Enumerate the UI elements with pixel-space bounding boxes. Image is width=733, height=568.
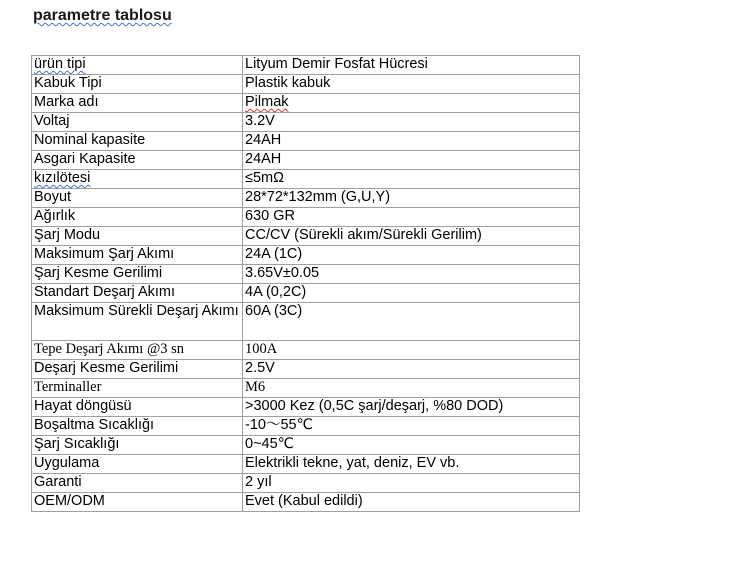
table-row: [32, 455, 580, 474]
table-row: [32, 265, 580, 284]
param-value: 24A (1C): [243, 246, 580, 265]
param-label: Şarj Modu: [32, 227, 243, 246]
param-label: Kabuk Tipi: [32, 75, 243, 94]
param-label: Voltaj: [32, 113, 243, 132]
table-row: [32, 208, 580, 227]
param-value: 3.65V±0.05: [243, 265, 580, 284]
param-value: 24AH: [243, 151, 580, 170]
param-value-text: Pilmak: [245, 94, 289, 110]
table-row: [32, 56, 580, 75]
param-value: CC/CV (Sürekli akım/Sürekli Gerilim): [243, 227, 580, 246]
param-label: Terminaller: [32, 379, 243, 398]
param-value: >3000 Kez (0,5C şarj/deşarj, %80 DOD): [243, 398, 580, 417]
table-row: [32, 493, 580, 512]
table-row: [32, 189, 580, 208]
table-row: [32, 151, 580, 170]
table-row: [32, 227, 580, 246]
table-row: [32, 436, 580, 455]
param-value: 60A (3C): [243, 303, 580, 341]
table-row: [32, 417, 580, 436]
table-row: [32, 284, 580, 303]
param-value: -10〜55℃: [243, 417, 580, 436]
param-label: [32, 56, 243, 75]
param-value: M6: [243, 379, 580, 398]
param-value: 630 GR: [243, 208, 580, 227]
param-value: 2 yıl: [243, 474, 580, 493]
page-title-text: parametre tablosu: [33, 7, 172, 24]
param-value: 2.5V: [243, 360, 580, 379]
table-row: [32, 379, 580, 398]
param-label: Asgari Kapasite: [32, 151, 243, 170]
param-label: Şarj Sıcaklığı: [32, 436, 243, 455]
param-value: [243, 94, 580, 113]
param-value: Lityum Demir Fosfat Hücresi: [243, 56, 580, 75]
param-value: 4A (0,2C): [243, 284, 580, 303]
table-row: [32, 246, 580, 265]
table-row: [32, 360, 580, 379]
page-title: [33, 6, 172, 26]
table-row: [32, 75, 580, 94]
param-label: Hayat döngüsü: [32, 398, 243, 417]
param-value: Plastik kabuk: [243, 75, 580, 94]
table-row: [32, 303, 580, 341]
param-label: Garanti: [32, 474, 243, 493]
param-label: Marka adı: [32, 94, 243, 113]
param-value: 28*72*132mm (G,U,Y): [243, 189, 580, 208]
param-label: Şarj Kesme Gerilimi: [32, 265, 243, 284]
param-label: Ağırlık: [32, 208, 243, 227]
param-value: 0~45℃: [243, 436, 580, 455]
param-label: Tepe Deşarj Akımı @3 sn: [32, 341, 243, 360]
param-label: Maksimum Sürekli Deşarj Akımı: [32, 303, 243, 341]
param-value: 24AH: [243, 132, 580, 151]
parameter-table: [31, 55, 580, 512]
param-value: ≤5mΩ: [243, 170, 580, 189]
table-row: [32, 341, 580, 360]
table-row: [32, 94, 580, 113]
param-label: Boşaltma Sıcaklığı: [32, 417, 243, 436]
table-row: [32, 170, 580, 189]
table-row: [32, 113, 580, 132]
param-value: 100A: [243, 341, 580, 360]
param-label: Nominal kapasite: [32, 132, 243, 151]
param-label: Deşarj Kesme Gerilimi: [32, 360, 243, 379]
param-label-text: kızılötesi: [34, 170, 91, 186]
param-label: Standart Deşarj Akımı: [32, 284, 243, 303]
table-row: [32, 132, 580, 151]
table-row: [32, 474, 580, 493]
table-row: [32, 398, 580, 417]
param-value: 3.2V: [243, 113, 580, 132]
param-value: Evet (Kabul edildi): [243, 493, 580, 512]
param-label: Uygulama: [32, 455, 243, 474]
param-label: Maksimum Şarj Akımı: [32, 246, 243, 265]
param-label: Boyut: [32, 189, 243, 208]
param-label: [32, 170, 243, 189]
param-value: Elektrikli tekne, yat, deniz, EV vb.: [243, 455, 580, 474]
param-label-text: ürün tipi: [34, 56, 86, 72]
param-label: OEM/ODM: [32, 493, 243, 512]
